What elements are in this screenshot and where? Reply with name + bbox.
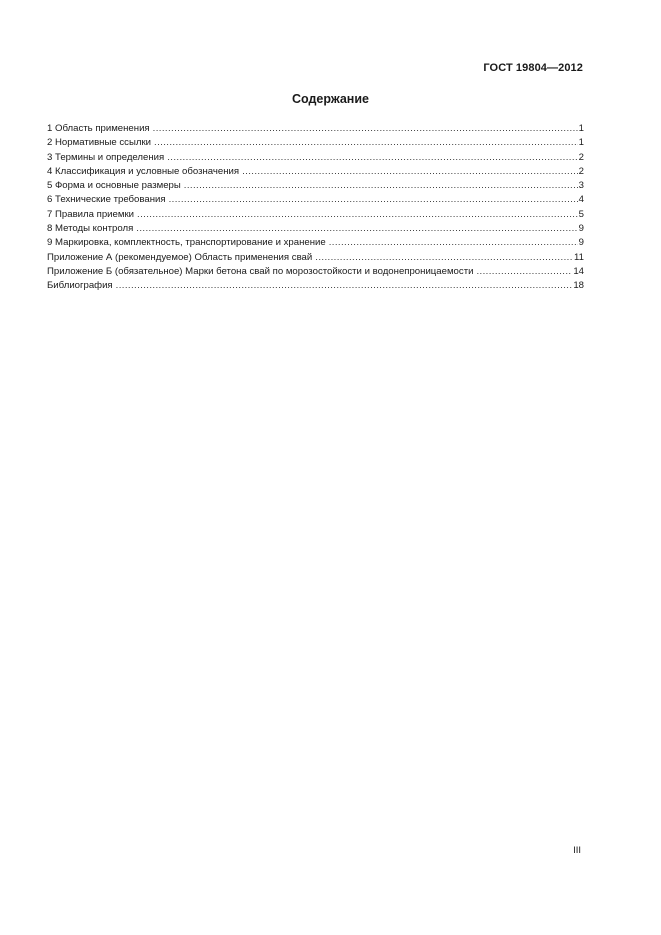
table-of-contents: [47, 122, 584, 294]
toc-entry-label: 4 Классификация и условные обозначения: [47, 165, 240, 177]
toc-entry-label: Приложение А (рекомендуемое) Область применения свай: [47, 251, 313, 263]
toc-leader-dots: [184, 179, 578, 193]
toc-entry-label: 6 Технические требования: [47, 194, 166, 206]
document-code: ГОСТ 19804—2012: [483, 62, 583, 74]
toc-entry-page: 9: [578, 223, 584, 235]
toc-entry-page: 11: [574, 251, 584, 263]
toc-entry-page: 14: [573, 265, 584, 277]
toc-entry-label: 3 Термины и определения: [47, 151, 165, 163]
toc-entry[interactable]: [47, 265, 584, 279]
toc-leader-dots: [315, 251, 573, 265]
toc-entry-label: 1 Область применения: [47, 123, 150, 134]
toc-entry-label: 8 Методы контроля: [47, 223, 134, 235]
toc-leader-dots: [329, 236, 578, 250]
toc-entry-page: 1: [578, 123, 584, 134]
toc-leader-dots: [154, 136, 578, 150]
toc-entry-page: 2: [578, 165, 584, 177]
toc-leader-dots: [137, 208, 578, 222]
toc-entry-label: 7 Правила приемки: [47, 208, 134, 220]
toc-entry[interactable]: [47, 222, 584, 236]
toc-entry[interactable]: [47, 208, 584, 222]
toc-entry-page: 3: [578, 180, 584, 192]
toc-leader-dots: [153, 122, 578, 136]
toc-leader-dots: [136, 222, 577, 236]
toc-entry-label: Библиография: [47, 280, 113, 292]
toc-entry-page: 2: [578, 151, 584, 163]
toc-entry-label: Приложение Б (обязательное) Марки бетона свай по морозостойкости и водонепроницаемости: [47, 265, 474, 277]
toc-entry[interactable]: [47, 236, 584, 250]
toc-leader-dots: [167, 151, 577, 165]
toc-entry[interactable]: [47, 136, 584, 150]
toc-entry[interactable]: [47, 279, 584, 293]
toc-entry-page: 9: [578, 237, 584, 249]
toc-leader-dots: [242, 165, 578, 179]
toc-entry[interactable]: [47, 122, 584, 136]
toc-entry-page: 5: [578, 208, 584, 220]
toc-entry-label: 5 Форма и основные размеры: [47, 180, 181, 192]
toc-entry[interactable]: [47, 151, 584, 165]
page-title: Содержание: [291, 92, 369, 106]
toc-entry-label: 9 Маркировка, комплектность, транспортирование и хранение: [47, 237, 326, 249]
toc-leader-dots: [116, 279, 573, 293]
toc-entry-page: 18: [573, 280, 584, 292]
toc-entry[interactable]: [47, 165, 584, 179]
page-number: III: [573, 845, 581, 856]
toc-entry-page: 4: [578, 194, 584, 206]
toc-leader-dots: [476, 265, 572, 279]
toc-leader-dots: [169, 193, 578, 207]
toc-entry[interactable]: [47, 179, 584, 193]
toc-entry-page: 1: [578, 137, 584, 149]
toc-entry[interactable]: [47, 193, 584, 207]
toc-entry-label: 2 Нормативные ссылки: [47, 137, 152, 149]
toc-entry[interactable]: [47, 251, 584, 265]
